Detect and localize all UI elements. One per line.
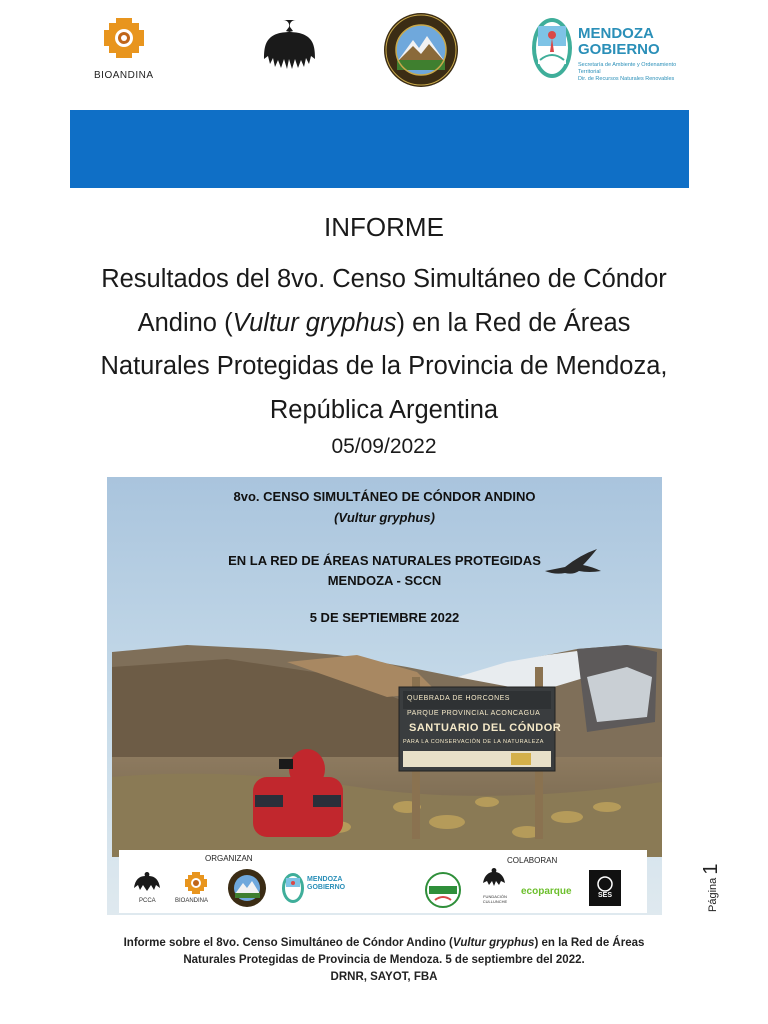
caption-part2: ) en la Red de Áreas Naturales Protegidas de Provincia de Mendoza. 5 de septiembre del 2022.	[183, 937, 645, 966]
ecoparque-text: ecoparque	[521, 886, 572, 897]
poster-line2: (Vultur gryphus)	[334, 510, 435, 525]
report-title-part2: ) en la Red de Áreas Naturales Protegidas de la Provincia de Mendoza, República Argentina	[100, 308, 668, 424]
header-band	[70, 110, 689, 188]
sign-line1: QUEBRADA DE HORCONES	[407, 695, 510, 702]
mendoza-shield-logo	[530, 16, 574, 80]
page-number-value: 1	[700, 863, 722, 875]
report-label: INFORME	[324, 212, 444, 242]
sign-line3: SANTUARIO DEL CÓNDOR	[409, 722, 562, 734]
poster-line3: EN LA RED DE ÁREAS NATURALES PROTEGIDAS	[228, 553, 541, 568]
ses-text: SES	[598, 892, 613, 899]
caption-credits: DRNR, SAYOT, FBA	[330, 971, 438, 983]
condor-logo	[248, 16, 318, 82]
mendoza-logo-subtitle: Secretaría de Ambiente y Ordenamiento Territorial Dir. de Recursos Naturales Renovables	[578, 62, 677, 82]
partners-strip	[119, 850, 647, 913]
sign-line2: PARQUE PROVINCIAL ACONCAGUA	[407, 710, 541, 717]
mendoza-small-text: MENDOZA GOBIERNO	[307, 876, 346, 891]
bioandina-logo	[96, 14, 152, 66]
organizan-label: ORGANIZAN	[205, 854, 253, 863]
caption-species: Vultur gryphus	[452, 937, 535, 949]
report-date: 05/09/2022	[331, 435, 437, 458]
page-label: Página	[707, 877, 719, 912]
anp-mendoza-logo	[383, 12, 459, 88]
poster-line5: 5 DE SEPTIEMBRE 2022	[309, 610, 460, 625]
census-poster	[107, 477, 662, 915]
bioandina-small-text: BIOANDINA	[175, 898, 209, 904]
page-number	[700, 864, 723, 912]
pcca-text: PCCA	[139, 898, 156, 904]
poster-line4: MENDOZA - SCCN	[327, 573, 442, 588]
report-title	[84, 258, 684, 432]
bioandina-logo-text: BIOANDINA	[94, 70, 154, 81]
colaboran-label: COLABORAN	[507, 856, 558, 865]
figure-caption	[110, 935, 658, 986]
mendoza-logo-title: MENDOZA GOBIERNO	[578, 25, 660, 58]
fundacion-text: FUNDACIÓN CULLUNCHE	[482, 894, 508, 904]
poster-line1: 8vo. CENSO SIMULTÁNEO DE CÓNDOR ANDINO	[233, 489, 536, 504]
report-title-species: Vultur gryphus	[232, 308, 397, 337]
report-title-part1: Resultados del 8vo. Censo Simultáneo de Cóndor Andino (	[101, 265, 667, 337]
sign-line4: PARA LA CONSERVACIÓN DE LA NATURALEZA	[403, 739, 544, 745]
header-logos	[0, 10, 768, 95]
caption-part1: Informe sobre el 8vo. Censo Simultáneo de Cóndor Andino (	[123, 937, 453, 949]
